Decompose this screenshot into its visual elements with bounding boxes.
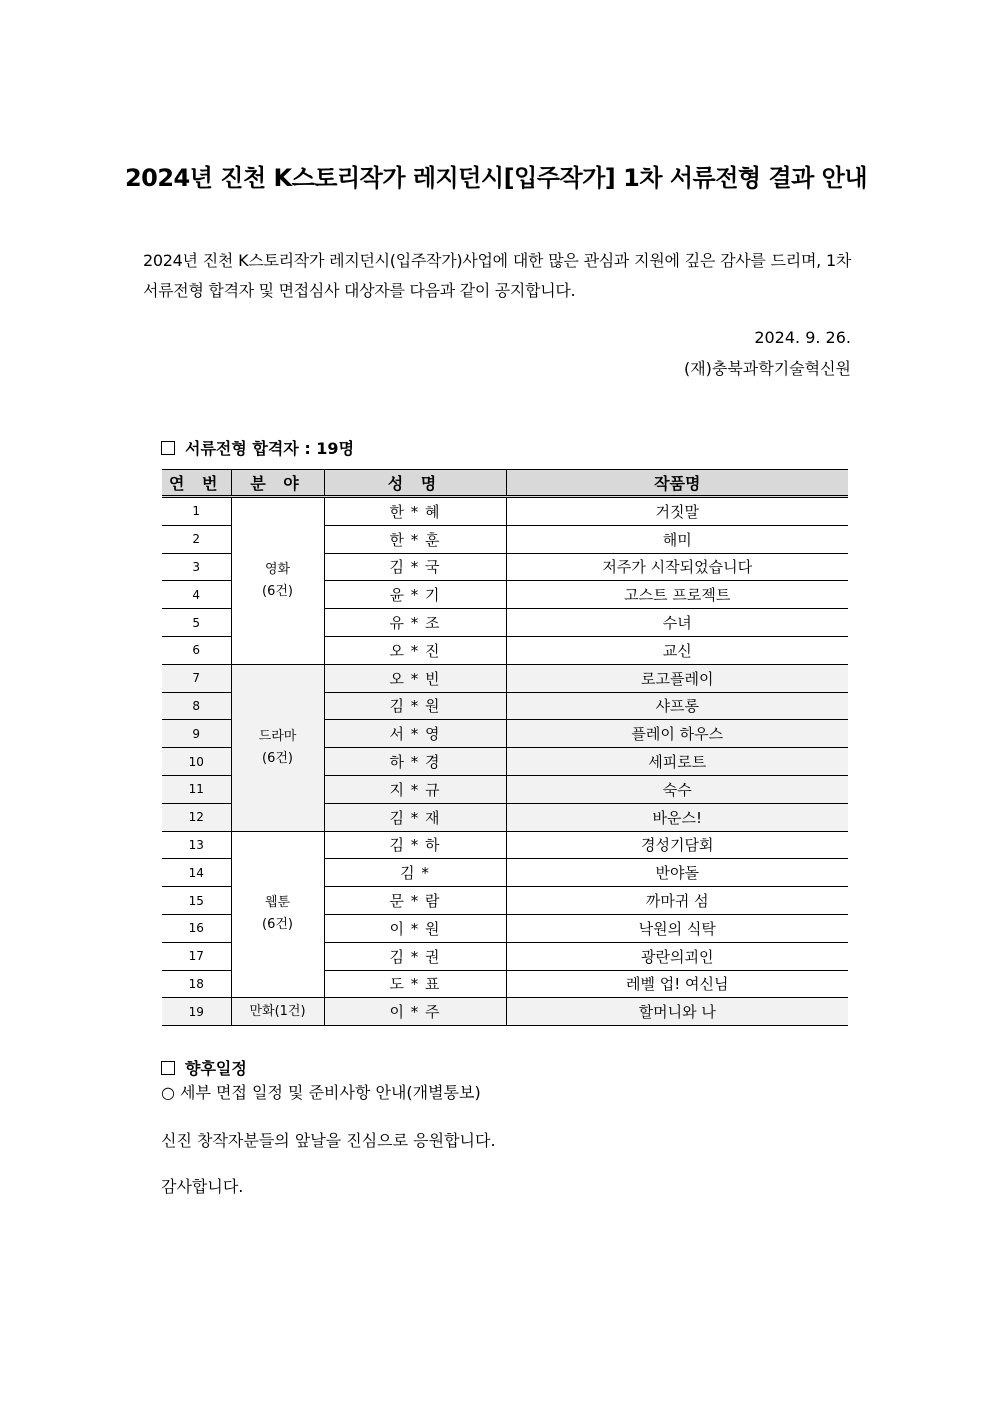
header-field: 분 야: [231, 470, 324, 497]
cell-number: 13: [162, 831, 231, 859]
cell-work: 숙수: [506, 775, 848, 803]
field-count: (6건): [262, 750, 293, 766]
field-label: 웹툰: [264, 895, 291, 911]
cell-work: 레벨 업! 여신님: [506, 970, 848, 998]
section-schedule-label: 향후일정: [185, 1059, 247, 1078]
cell-number: 16: [162, 914, 231, 942]
cell-number: 10: [162, 748, 231, 776]
field-count: (6건): [262, 583, 293, 599]
cell-name: 유 * 조: [324, 609, 506, 637]
cell-field-drama: [231, 664, 324, 831]
cell-name: 김 * 원: [324, 692, 506, 720]
cell-number: 8: [162, 692, 231, 720]
cell-name: 윤 * 기: [324, 581, 506, 609]
cell-field-webtoon: [231, 831, 324, 998]
cell-name: 도 * 표: [324, 970, 506, 998]
cell-number: 14: [162, 859, 231, 887]
checkbox-square-icon: [161, 1061, 175, 1075]
cell-number: 18: [162, 970, 231, 998]
cell-work: 수녀: [506, 609, 848, 637]
cell-name: 김 * 재: [324, 803, 506, 831]
cell-name: 김 *: [324, 859, 506, 887]
section-passers-label: 서류전형 합격자 : 19명: [185, 439, 355, 458]
cell-number: 6: [162, 636, 231, 664]
cell-number: 3: [162, 553, 231, 581]
page-title: 2024년 진천 K스토리작가 레지던시[입주작가] 1차 서류전형 결과 안내: [124, 164, 868, 192]
checkbox-square-icon: [161, 441, 175, 455]
table-header-row: [162, 470, 848, 497]
cell-work: 할머니와 나: [506, 998, 848, 1026]
cell-name: 이 * 원: [324, 914, 506, 942]
cell-name: 김 * 국: [324, 553, 506, 581]
cell-work: 낙원의 식탁: [506, 914, 848, 942]
cell-name: 김 * 하: [324, 831, 506, 859]
section-passers-heading: [161, 436, 354, 459]
cell-field-comics: 만화(1건): [231, 998, 324, 1026]
cell-work: 반야돌: [506, 859, 848, 887]
cell-name: 한 * 혜: [324, 497, 506, 526]
cell-work: 광란의괴인: [506, 942, 848, 970]
cell-name: 오 * 빈: [324, 664, 506, 692]
field-count: (6건): [262, 917, 293, 933]
schedule-item: ○ 세부 면접 일정 및 준비사항 안내(개별통보): [161, 1083, 481, 1102]
cell-work: 해미: [506, 525, 848, 553]
cell-number: 15: [162, 887, 231, 915]
closing-thanks: 감사합니다.: [161, 1177, 244, 1196]
cell-number: 1: [162, 497, 231, 526]
cell-work: 샤프롱: [506, 692, 848, 720]
cell-work: 교신: [506, 636, 848, 664]
results-table: [162, 469, 848, 1026]
cell-number: 2: [162, 525, 231, 553]
cell-number: 5: [162, 609, 231, 637]
table-row: [162, 664, 848, 692]
cell-field-movie: [231, 497, 324, 665]
cell-work: 고스트 프로젝트: [506, 581, 848, 609]
cell-name: 하 * 경: [324, 748, 506, 776]
cell-number: 12: [162, 803, 231, 831]
cell-name: 이 * 주: [324, 998, 506, 1026]
cell-name: 지 * 규: [324, 775, 506, 803]
cell-work: 세피로트: [506, 748, 848, 776]
header-work: 작품명: [506, 470, 848, 497]
header-name: 성 명: [324, 470, 506, 497]
cell-name: 오 * 진: [324, 636, 506, 664]
cell-name: 김 * 권: [324, 942, 506, 970]
header-number: 연 번: [162, 470, 231, 497]
cell-name: 서 * 영: [324, 720, 506, 748]
cell-number: 11: [162, 775, 231, 803]
cell-work: 플레이 하우스: [506, 720, 848, 748]
table-row: [162, 497, 848, 526]
cell-number: 4: [162, 581, 231, 609]
organization-name: (재)충북과학기술혁신원: [683, 359, 851, 378]
cell-work: 까마귀 섬: [506, 887, 848, 915]
cell-name: 문 * 람: [324, 887, 506, 915]
cell-work: 로고플레이: [506, 664, 848, 692]
cell-work: 경성기담회: [506, 831, 848, 859]
table-row: [162, 998, 848, 1026]
cell-number: 7: [162, 664, 231, 692]
field-label: 드라마: [258, 728, 297, 744]
cell-number: 9: [162, 720, 231, 748]
field-label: 영화: [264, 561, 291, 577]
intro-paragraph: 2024년 진천 K스토리작가 레지던시(입주작가)사업에 대한 많은 관심과 지원에 깊은 감사를 드리며, 1차 서류전형 합격자 및 면접심사 대상자를 다음과 같이 공지합니다.: [143, 251, 851, 300]
cell-work: 거짓말: [506, 497, 848, 526]
section-schedule-heading: [161, 1056, 247, 1079]
cell-number: 19: [162, 998, 231, 1026]
cell-work: 바운스!: [506, 803, 848, 831]
table-row: [162, 831, 848, 859]
notice-date: 2024. 9. 26.: [754, 328, 851, 347]
cell-number: 17: [162, 942, 231, 970]
closing-message: 신진 창작자분들의 앞날을 진심으로 응원합니다.: [161, 1131, 496, 1150]
cell-name: 한 * 훈: [324, 525, 506, 553]
cell-work: 저주가 시작되었습니다: [506, 553, 848, 581]
